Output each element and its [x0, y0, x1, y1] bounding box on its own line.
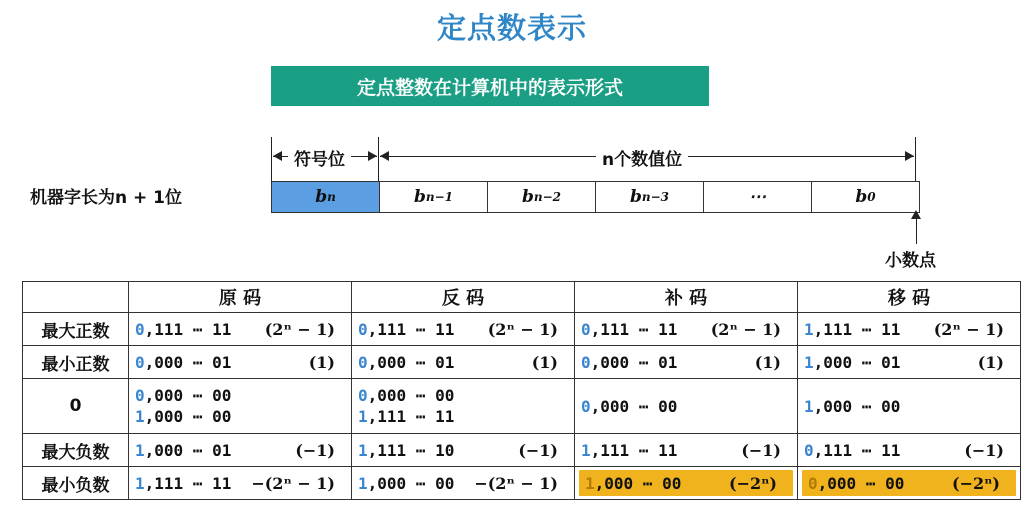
- binary-code: [135, 474, 231, 493]
- binary-code: [585, 474, 681, 493]
- sign-digit: 0: [135, 319, 145, 339]
- binary-code: [358, 474, 454, 493]
- header-excess-code: 移 码: [798, 282, 1021, 313]
- value-bit-cell: [487, 181, 596, 213]
- decimal-value: (−1): [964, 440, 1004, 460]
- sign-digit: 1: [135, 440, 145, 460]
- sign-digit: 1: [135, 473, 145, 493]
- sign-digit: 0: [358, 352, 368, 372]
- magnitude-digits: ,111 ⋯ 11: [590, 440, 678, 460]
- decimal-value: (2ⁿ − 1): [264, 319, 335, 339]
- magnitude-digits: ,000 ⋯ 00: [367, 473, 455, 493]
- binary-code: [358, 353, 454, 372]
- decimal-value: (2ⁿ − 1): [710, 319, 781, 339]
- decimal-value: −(2ⁿ − 1): [251, 473, 335, 493]
- magnitude-digits: ,000 ⋯ 01: [144, 352, 232, 372]
- binary-code: [581, 397, 677, 416]
- section-banner: 定点整数在计算机中的表示形式: [271, 66, 709, 106]
- row-label: 最小正数: [23, 346, 129, 379]
- code-value: [352, 346, 574, 378]
- sign-digit: 1: [804, 396, 814, 416]
- table-cell: [798, 467, 1021, 500]
- table-cell: [798, 379, 1021, 434]
- arrow-up-icon: [911, 210, 921, 219]
- arrow-head-right-icon: [905, 151, 914, 161]
- decimal-value: (1): [754, 352, 781, 372]
- sign-digit: 1: [804, 319, 814, 339]
- table-row: [23, 379, 1021, 434]
- bit-symbol: b: [315, 187, 328, 207]
- binary-code: [804, 320, 900, 339]
- binary-code: [581, 353, 677, 372]
- sign-end-tick: [378, 137, 379, 181]
- decimal-value: (−1): [295, 440, 335, 460]
- sign-digit: 0: [135, 386, 145, 405]
- arrow-head-left-icon: [380, 151, 389, 161]
- sign-start-tick: [271, 137, 272, 181]
- table-cell: [129, 379, 352, 434]
- highlighted-code: [802, 470, 1016, 496]
- decimal-value: (1): [531, 352, 558, 372]
- decimal-value: (−1): [518, 440, 558, 460]
- magnitude-digits: ,000 ⋯ 01: [144, 440, 232, 460]
- magnitude-digits: ,111 ⋯ 11: [590, 319, 678, 339]
- header-twos-complement: 补 码: [575, 282, 798, 313]
- magnitude-digits: ,111 ⋯ 11: [367, 407, 455, 426]
- magnitude-digits: ,111 ⋯ 11: [367, 319, 455, 339]
- code-value: [129, 467, 351, 499]
- sign-digit: 1: [358, 473, 368, 493]
- highlighted-code: [579, 470, 793, 496]
- code-value: [798, 379, 1020, 433]
- magnitude-digits: ,000 ⋯ 00: [813, 396, 901, 416]
- table-cell: [129, 346, 352, 379]
- bit-symbol: ⋯: [749, 187, 766, 207]
- magnitude-digits: ,000 ⋯ 00: [817, 473, 905, 493]
- magnitude-digits: ,111 ⋯ 11: [144, 319, 232, 339]
- table-header-row: [23, 282, 1021, 313]
- value-bit-cell: [595, 181, 704, 213]
- radix-point-label: 小数点: [885, 251, 936, 271]
- table-corner: [23, 282, 129, 313]
- binary-code: [135, 441, 231, 460]
- table-cell: [129, 467, 352, 500]
- code-value: [798, 346, 1020, 378]
- binary-code: [135, 353, 231, 372]
- table-cell: [575, 346, 798, 379]
- table-cell: [352, 346, 575, 379]
- radix-point-arrow: [916, 218, 917, 244]
- page-title: 定点数表示: [436, 11, 587, 45]
- sign-digit: 1: [581, 440, 591, 460]
- code-value: [798, 313, 1020, 345]
- table-cell: [798, 346, 1021, 379]
- binary-code: [135, 386, 231, 405]
- sign-digit: 0: [581, 352, 591, 372]
- magnitude-digits: ,000 ⋯ 00: [594, 473, 682, 493]
- table-cell: [575, 434, 798, 467]
- sign-digit: 1: [358, 440, 368, 460]
- code-value: [352, 467, 574, 499]
- code-value: [575, 434, 797, 466]
- table-cell: [575, 467, 798, 500]
- decimal-value: (−1): [741, 440, 781, 460]
- code-value: [575, 313, 797, 345]
- arrow-head-left-icon: [273, 151, 282, 161]
- binary-code: [581, 441, 677, 460]
- magnitude-digits: ,111 ⋯ 11: [813, 319, 901, 339]
- binary-code: [358, 441, 454, 460]
- magnitude-digits: ,111 ⋯ 11: [813, 440, 901, 460]
- code-value: [129, 379, 351, 433]
- bit-symbol: b: [413, 187, 426, 207]
- row-label: 最小负数: [23, 467, 129, 500]
- sign-digit: 1: [585, 473, 595, 493]
- decimal-value: (−2ⁿ): [729, 473, 777, 493]
- binary-code: [581, 320, 677, 339]
- bit-symbol: b: [629, 187, 642, 207]
- magnitude-digits: ,000 ⋯ 00: [144, 407, 232, 426]
- binary-code: [358, 320, 454, 339]
- code-value: [352, 313, 574, 345]
- bit-subscript: n−1: [425, 190, 454, 204]
- code-comparison-table: [22, 281, 1021, 500]
- magnitude-digits: ,000 ⋯ 01: [813, 352, 901, 372]
- sign-bit-cell: [271, 181, 380, 213]
- table-cell: [352, 467, 575, 500]
- value-bit-cell: [379, 181, 488, 213]
- row-label: 最大正数: [23, 313, 129, 346]
- magnitude-digits: ,000 ⋯ 01: [590, 352, 678, 372]
- binary-code: [135, 320, 231, 339]
- binary-code: [804, 353, 900, 372]
- sign-digit: 0: [581, 319, 591, 339]
- sign-bit-label: 符号位: [288, 145, 351, 170]
- row-label: 最大负数: [23, 434, 129, 467]
- header-ones-complement: 反 码: [352, 282, 575, 313]
- table-cell: [129, 434, 352, 467]
- binary-code: [808, 474, 904, 493]
- table-row: [23, 467, 1021, 500]
- bit-symbol: b: [521, 187, 534, 207]
- code-value: [352, 379, 574, 433]
- table-cell: [798, 313, 1021, 346]
- code-value: [129, 313, 351, 345]
- magnitude-digits: ,000 ⋯ 01: [367, 352, 455, 372]
- decimal-value: (−2ⁿ): [952, 473, 1000, 493]
- decimal-value: (2ⁿ − 1): [487, 319, 558, 339]
- code-value: [129, 346, 351, 378]
- bit-subscript: n−2: [533, 190, 562, 204]
- bit-subscript: 0: [867, 190, 876, 204]
- table-row: [23, 313, 1021, 346]
- value-bit-cell: [703, 181, 812, 213]
- binary-code: [358, 386, 454, 405]
- decimal-value: (1): [977, 352, 1004, 372]
- bit-subscript: n: [327, 190, 336, 204]
- code-value: [798, 434, 1020, 466]
- bit-symbol: b: [855, 187, 868, 207]
- table-cell: [352, 379, 575, 434]
- decimal-value: −(2ⁿ − 1): [474, 473, 558, 493]
- sign-digit: 0: [808, 473, 818, 493]
- sign-digit: 1: [135, 407, 145, 426]
- magnitude-digits: ,000 ⋯ 00: [367, 386, 455, 405]
- sign-digit: 0: [581, 396, 591, 416]
- value-bit-cell: [811, 181, 920, 213]
- table-cell: [575, 379, 798, 434]
- arrow-head-right-icon: [368, 151, 377, 161]
- magnitude-digits: ,111 ⋯ 10: [367, 440, 455, 460]
- bit-register: [271, 181, 920, 213]
- sign-digit: 1: [804, 352, 814, 372]
- sign-digit: 0: [804, 440, 814, 460]
- value-bits-label: n个数值位: [596, 145, 688, 170]
- table-cell: [575, 313, 798, 346]
- table-cell: [352, 434, 575, 467]
- row-label: 0: [23, 379, 129, 434]
- binary-code: [358, 407, 454, 426]
- magnitude-digits: ,000 ⋯ 00: [590, 396, 678, 416]
- value-end-tick: [915, 137, 916, 181]
- binary-code: [135, 407, 231, 426]
- sign-digit: 0: [358, 386, 368, 405]
- table-row: [23, 346, 1021, 379]
- decimal-value: (1): [308, 352, 335, 372]
- binary-code: [804, 441, 900, 460]
- header-sign-magnitude: 原 码: [129, 282, 352, 313]
- sign-digit: 0: [135, 352, 145, 372]
- table-row: [23, 434, 1021, 467]
- table-cell: [798, 434, 1021, 467]
- code-value: [129, 434, 351, 466]
- magnitude-digits: ,111 ⋯ 11: [144, 473, 232, 493]
- sign-digit: 1: [358, 407, 368, 426]
- sign-digit: 0: [358, 319, 368, 339]
- binary-code: [804, 397, 900, 416]
- decimal-value: (2ⁿ − 1): [933, 319, 1004, 339]
- table-cell: [129, 313, 352, 346]
- word-length-label: 机器字长为n + 1位: [30, 188, 183, 208]
- code-value: [575, 346, 797, 378]
- code-value: [575, 379, 797, 433]
- magnitude-digits: ,000 ⋯ 00: [144, 386, 232, 405]
- code-value: [352, 434, 574, 466]
- bit-subscript: n−3: [641, 190, 670, 204]
- table-cell: [352, 313, 575, 346]
